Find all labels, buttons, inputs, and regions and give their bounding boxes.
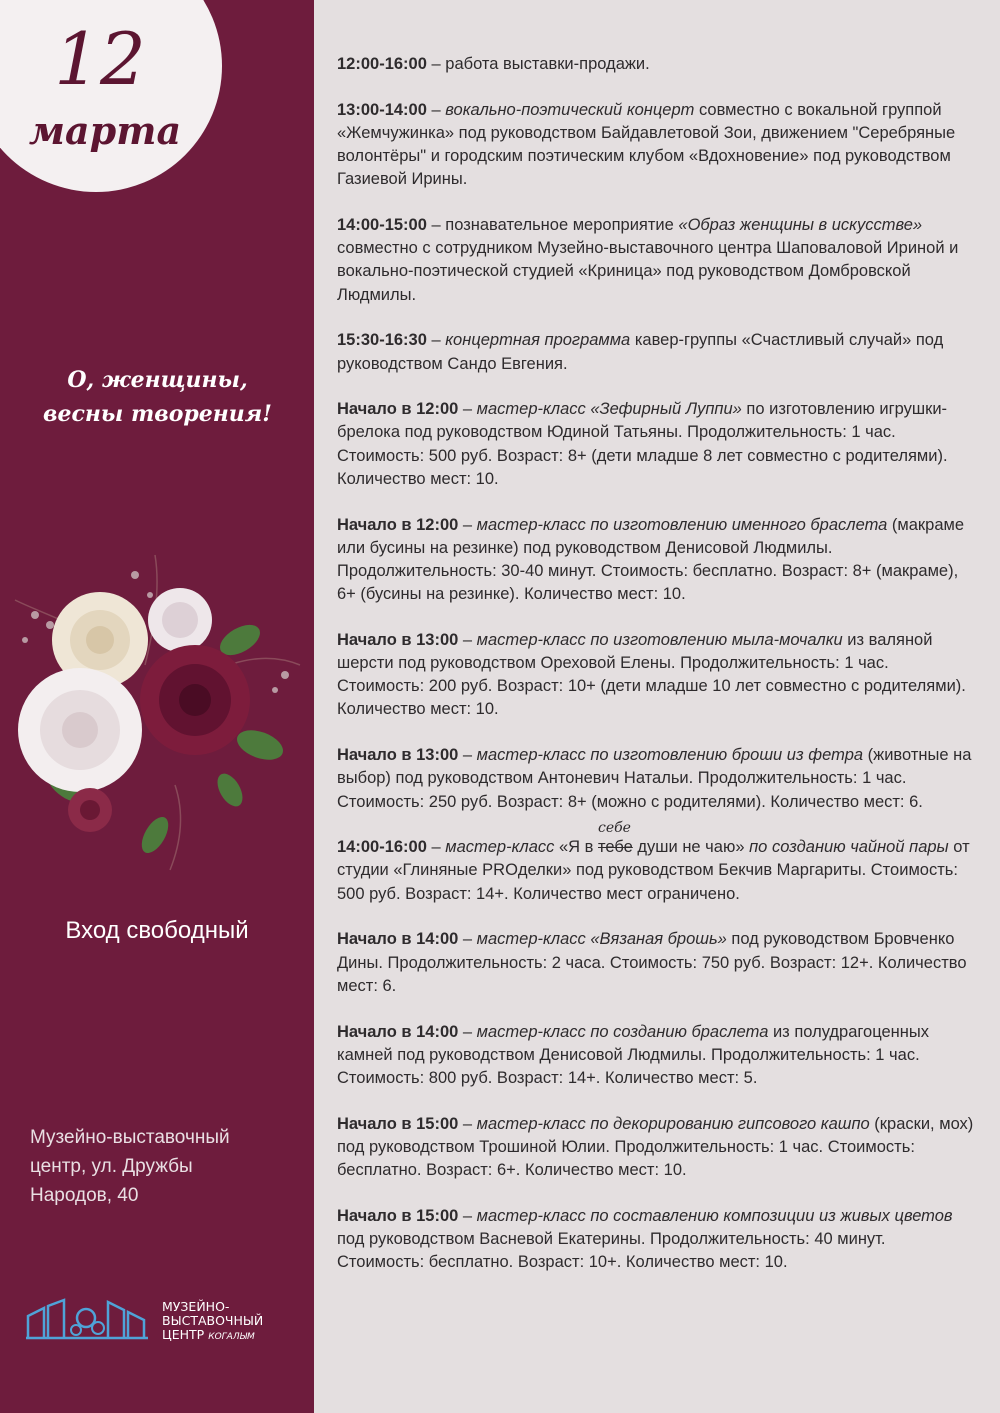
logo-line-1: МУЗЕЙНО-	[162, 1299, 230, 1314]
slogan-line-1: О, женщины,	[67, 367, 248, 393]
event-type-2: по созданию чайной пары	[744, 838, 949, 857]
struck-word: тебе	[598, 838, 633, 857]
event	[337, 629, 977, 722]
event-type: мастер-класс	[445, 838, 555, 857]
logo-line-3	[162, 1328, 312, 1344]
logo-city: КОГАЛЫМ	[208, 1332, 255, 1342]
event-type: мастер-класс по созданию браслета	[476, 1022, 769, 1041]
event-dash: –	[458, 1206, 477, 1225]
event-type: вокально-поэтический концерт	[445, 100, 695, 119]
event-time: 12:00-16:00	[337, 55, 427, 73]
event-time: 13:00-14:00	[337, 100, 427, 119]
event-time: Начало в 15:00	[337, 1114, 459, 1133]
event-dash: –	[458, 515, 477, 534]
event-type: мастер-класс по составлению композиции из живых цветов	[476, 1206, 953, 1225]
event	[337, 1021, 977, 1091]
schedule	[337, 53, 977, 1297]
event	[337, 514, 977, 607]
event	[337, 214, 977, 307]
event-type: мастер-класс по изготовлению мыла-мочалки	[476, 630, 843, 649]
slogan	[20, 363, 295, 431]
event-dash: –	[458, 1114, 477, 1133]
event-dash: –	[458, 1022, 477, 1041]
event-time: Начало в 15:00	[337, 1206, 459, 1225]
event-dash: –	[458, 630, 477, 649]
event-type: мастер-класс по изготовлению именного браслета	[476, 515, 888, 534]
logo-text	[162, 1300, 312, 1344]
event	[337, 744, 977, 814]
event-desc: совместно с сотрудником Музейно-выставочного центра Шаповаловой Ириной и вокально-поэтической студией «Криница» под руководством Домбровской Людмилы.	[337, 239, 959, 304]
event-time: Начало в 14:00	[337, 930, 459, 949]
event-desc: из валяной шерсти под руководством Ореховой Елены. Продолжительность: 1 час. Стоимость: 200 руб. Возраст: 10+ (дети младше 10 лет совместно с родителями). Количество мест: 10.	[337, 630, 966, 719]
event-dash: –	[458, 930, 477, 949]
event-time: 14:00-15:00	[337, 216, 427, 235]
event-time: Начало в 13:00	[337, 746, 459, 765]
event-dash: –	[426, 216, 446, 235]
event-time: 14:00-16:00	[337, 838, 427, 857]
event-type: концертная программа	[445, 331, 631, 350]
event	[337, 398, 977, 491]
quote-end: души не чаю»	[632, 838, 745, 857]
quote-start: «Я в	[554, 838, 598, 857]
handwritten-correction	[598, 820, 633, 859]
entry-info: Вход свободный	[65, 917, 249, 944]
event	[337, 1113, 977, 1183]
event-desc: из полудрагоценных камней под руководством Денисовой Людмилы. Продолжительность: 1 час. Стоимость: 800 руб. Возраст: 14+. Количество мест: 5.	[337, 1022, 929, 1087]
sidebar	[0, 0, 314, 1413]
event-desc: (краски, мох) под руководством Трошиной Юлии. Продолжительность: 1 час. Стоимость: бесплатно. Возраст: 6+. Количество мест: 10.	[337, 1114, 974, 1180]
address-line-2: центр, ул. Дружбы	[30, 1156, 193, 1177]
date-day: 12	[54, 17, 146, 101]
event-desc: (макраме или бусины на резинке) под руководством Денисовой Людмилы. Продолжительность: 30-40 минут. Стоимость: бесплатно. Возраст: 8+ (макраме), 6+ (бусины на резинке). Количество мест: 10.	[337, 515, 965, 604]
event-time: Начало в 13:00	[337, 630, 459, 649]
event-time: 15:30-16:30	[337, 331, 427, 350]
event-type: мастер-класс «Зефирный Луппи»	[476, 400, 742, 419]
event-desc: по изготовлению игрушки-брелока под руководством Юдиной Татьяны. Продолжительность: 1 час. Стоимость: 500 руб. Возраст: 8+ (дети младше 8 лет совместно с родителями). Количество мест: 10.	[337, 400, 948, 488]
logo-line-3-text: ЦЕНТР	[162, 1327, 205, 1342]
event-dash: –	[458, 746, 477, 765]
address	[30, 1123, 300, 1210]
event-dash: –	[426, 55, 446, 73]
flower-bouquet-image	[5, 545, 305, 875]
event-desc: (животные на выбор) под руководством Антоневич Натальи. Продолжительность: 1 час. Стоимость: 250 руб. Возраст: 8+ (можно с родителями). Количество мест: 6.	[337, 746, 972, 811]
event-dash: –	[426, 838, 446, 857]
event-desc: под руководством Бровченко Дины. Продолжительность: 2 часа. Стоимость: 750 руб. Возраст: 12+. Количество мест: 6.	[337, 930, 967, 995]
event	[337, 1205, 977, 1275]
event-desc: от студии «Глиняные PROделки» под руководством Бекчив Маргариты. Стоимость: 500 руб. Возраст: 14+. Количество мест ограничено.	[337, 838, 970, 903]
address-line-3: Народов, 40	[30, 1185, 139, 1206]
logo-line-2: ВЫСТАВОЧНЫЙ	[162, 1313, 264, 1328]
event-type: мастер-класс по декорированию гипсового кашпо	[476, 1114, 870, 1133]
event-desc: совместно с вокальной группой «Жемчужинка» под руководством Байдавлетовой Зои, движением "Серебряные волонтёры" и городским поэтическим клубом «Вдохновение» под руководством Газиевой Ирины.	[337, 100, 956, 189]
event-type: мастер-класс по изготовлению броши из фетра	[476, 746, 864, 765]
slogan-line-2: весны творения!	[43, 401, 272, 427]
date-month: марта	[28, 108, 182, 153]
event-desc: под руководством Васневой Екатерины. Продолжительность: 40 минут. Стоимость: бесплатно. Возраст: 10+. Количество мест: 10.	[337, 1229, 886, 1272]
event-desc: работа выставки-продажи.	[445, 55, 650, 73]
event-type: мастер-класс «Вязаная брошь»	[476, 930, 727, 949]
event-time: Начало в 12:00	[337, 515, 459, 534]
event	[337, 329, 977, 375]
event-dash: –	[426, 100, 446, 119]
event	[337, 53, 977, 76]
event-type: «Образ женщины в искусстве»	[678, 216, 923, 235]
event	[337, 928, 977, 998]
event-time: Начало в 14:00	[337, 1022, 459, 1041]
event-pre: познавательное мероприятие	[445, 216, 679, 235]
event	[337, 99, 977, 192]
event-special	[337, 820, 977, 906]
event-dash: –	[426, 331, 446, 350]
correction-word: себе	[598, 820, 631, 837]
event-time: Начало в 12:00	[337, 400, 459, 419]
event-desc: кавер-группы «Счастливый случай» под руководством Сандо Евгения.	[337, 331, 944, 373]
address-line-1: Музейно-выставочный	[30, 1127, 230, 1148]
event-dash: –	[458, 400, 477, 419]
